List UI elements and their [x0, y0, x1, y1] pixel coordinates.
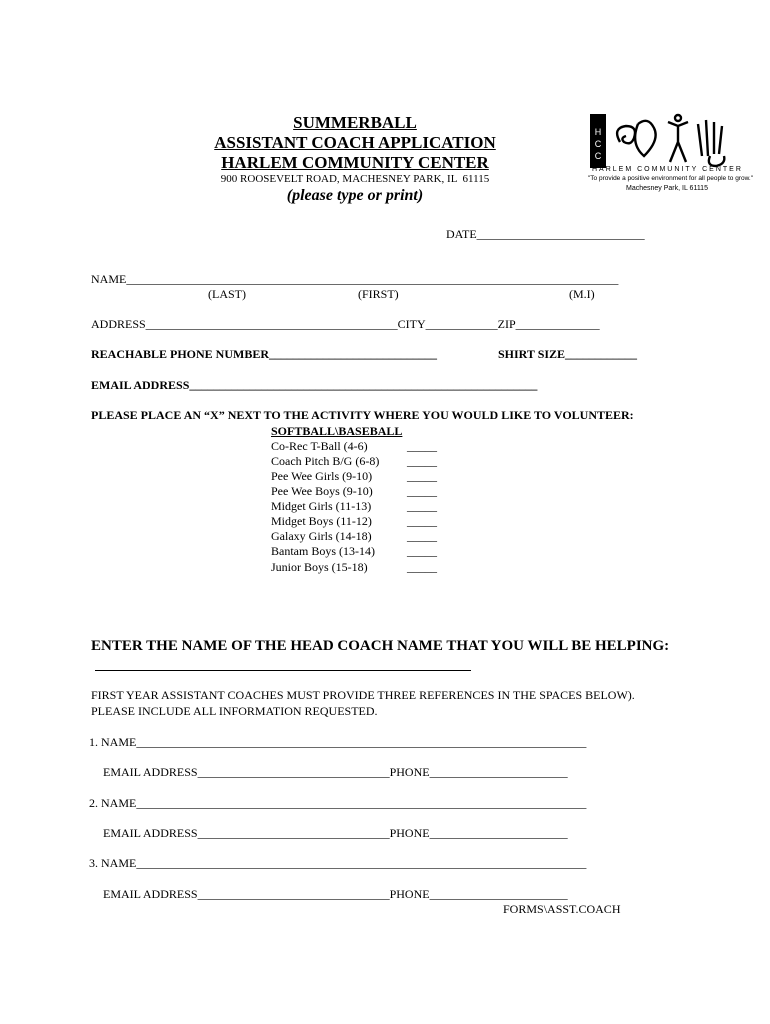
activity-checkbox[interactable]: _____: [407, 454, 437, 468]
middle-initial-caption: (M.I): [569, 287, 595, 301]
activity-label: Junior Boys (15-18): [271, 560, 368, 574]
reference-contact-field[interactable]: EMAIL ADDRESS________________________________PHONE_______________________: [103, 826, 568, 840]
form-title-center: HARLEM COMMUNITY CENTER: [221, 153, 489, 172]
references-instructions: PLEASE INCLUDE ALL INFORMATION REQUESTED.: [91, 704, 378, 718]
reference-name-field[interactable]: 1. NAME___________________________________________________________________________: [89, 735, 587, 749]
activity-label: Midget Girls (11-13): [271, 499, 372, 513]
address-field[interactable]: ADDRESS__________________________________________CITY____________ZIP______________: [91, 317, 600, 331]
activity-heading: SOFTBALL\BASEBALL: [271, 424, 403, 438]
activity-label: Pee Wee Boys (9-10): [271, 484, 373, 498]
first-name-caption: (FIRST): [358, 287, 399, 301]
activity-checkbox[interactable]: _____: [407, 544, 437, 558]
reference-contact-field[interactable]: EMAIL ADDRESS________________________________PHONE_______________________: [103, 765, 568, 779]
reference-name-field[interactable]: 2. NAME___________________________________________________________________________: [89, 796, 587, 810]
activity-label: Galaxy Girls (14-18): [271, 529, 372, 543]
form-code: FORMS\ASST.COACH: [503, 902, 621, 916]
name-field[interactable]: NAME__________________________________________________________________________________: [91, 272, 619, 286]
hcc-logo-tagline: "To provide a positive environment for all people to grow.": [588, 175, 754, 182]
hcc-logo: [586, 112, 754, 196]
activity-checkbox[interactable]: _____: [407, 439, 437, 453]
hcc-logo-location: Machesney Park, IL 61115: [626, 185, 708, 192]
activity-label: Bantam Boys (13-14): [271, 544, 375, 558]
activity-checkbox[interactable]: _____: [407, 469, 437, 483]
activity-checkbox[interactable]: _____: [407, 514, 437, 528]
activity-label: Coach Pitch B/G (6-8): [271, 454, 380, 468]
head-coach-name-line[interactable]: [95, 670, 471, 671]
last-name-caption: (LAST): [208, 287, 246, 301]
shirt-size-field[interactable]: SHIRT SIZE____________: [498, 347, 638, 361]
activity-checkbox[interactable]: _____: [407, 484, 437, 498]
reference-contact-field[interactable]: EMAIL ADDRESS________________________________PHONE_______________________: [103, 887, 568, 901]
hcc-logo-graphic: [586, 112, 736, 172]
date-field[interactable]: DATE____________________________: [446, 227, 645, 241]
form-title-application: ASSISTANT COACH APPLICATION: [214, 133, 496, 152]
reference-name-field[interactable]: 3. NAME___________________________________________________________________________: [89, 856, 587, 870]
activity-checkbox[interactable]: _____: [407, 560, 437, 574]
form-title-summerball: SUMMERBALL: [293, 113, 417, 132]
references-intro: FIRST YEAR ASSISTANT COACHES MUST PROVIDE THREE REFERENCES IN THE SPACES BELOW).: [91, 688, 635, 702]
hcc-logo-letters: HCC: [594, 127, 602, 161]
phone-field[interactable]: REACHABLE PHONE NUMBER____________________________: [91, 347, 438, 361]
activity-label: Pee Wee Girls (9-10): [271, 469, 373, 483]
activity-checkbox[interactable]: _____: [407, 529, 437, 543]
activity-prompt: PLEASE PLACE AN “X” NEXT TO THE ACTIVITY WHERE YOU WOULD LIKE TO VOLUNTEER:: [91, 408, 634, 422]
hcc-logo-name: HARLEM COMMUNITY CENTER: [592, 166, 743, 173]
type-or-print-note: (please type or print): [286, 187, 424, 204]
activity-label: Midget Boys (11-12): [271, 514, 372, 528]
center-address: 900 ROOSEVELT ROAD, MACHESNEY PARK, IL 61115: [220, 173, 490, 185]
activity-checkbox[interactable]: _____: [407, 499, 437, 513]
email-field[interactable]: EMAIL ADDRESS__________________________________________________________: [91, 378, 538, 392]
head-coach-prompt: ENTER THE NAME OF THE HEAD COACH NAME THAT YOU WILL BE HELPING:: [91, 638, 670, 654]
activity-label: Co-Rec T-Ball (4-6): [271, 439, 368, 453]
